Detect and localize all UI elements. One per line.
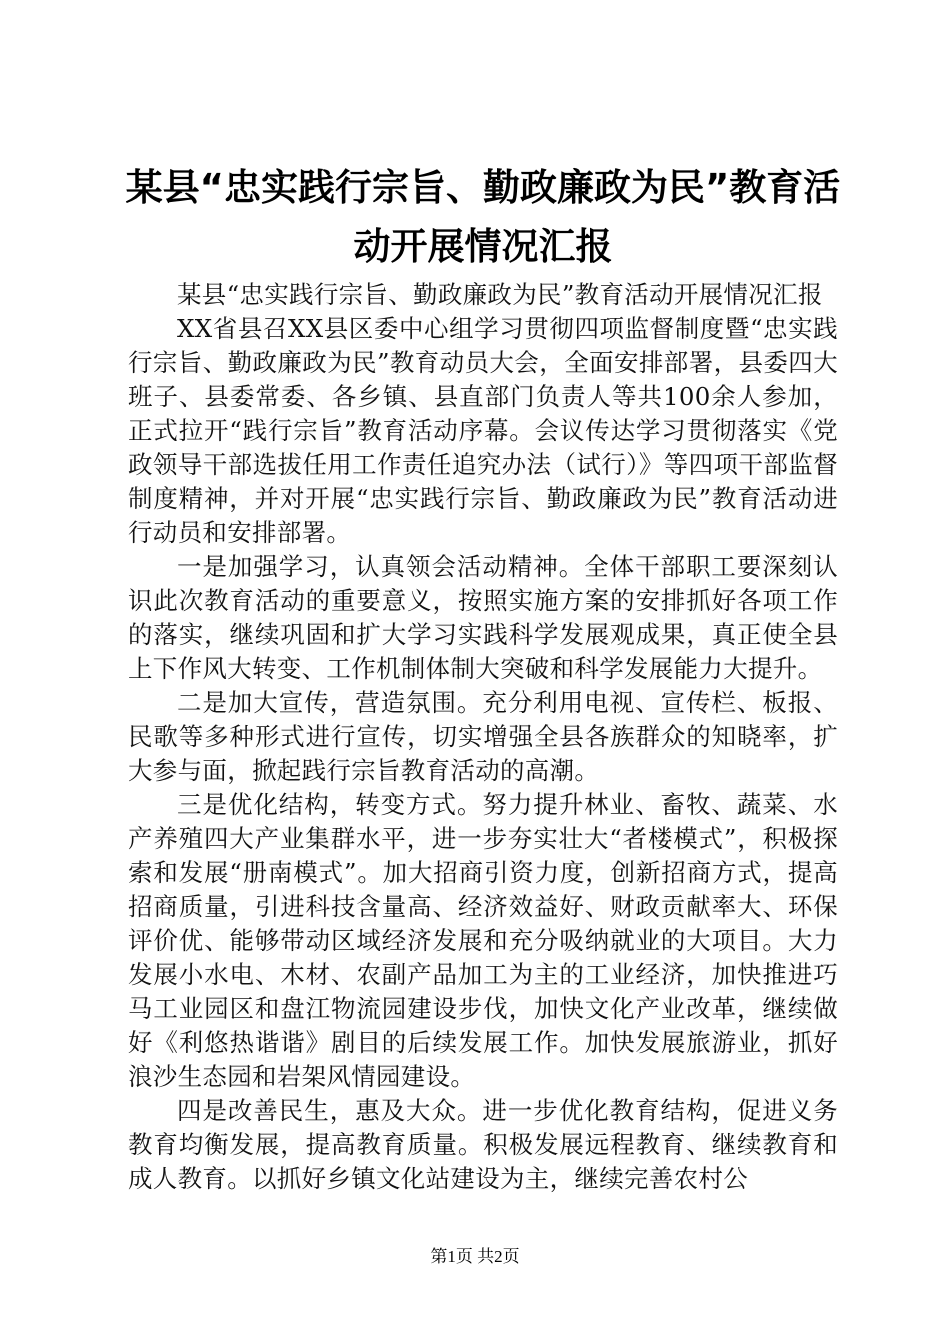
page-number-footer: 第1页 共2页 bbox=[430, 1247, 520, 1266]
document-paragraph: 某县“忠实践行宗旨、勤政廉政为民”教育活动开展情况汇报 bbox=[177, 280, 823, 309]
document-paragraph: 一是加强学习，认真领会活动精神。全体干部职工要深刻认识此次教育活动的重要意义，按照实施方案的安排抓好各项工作的落实，继续巩固和扩大学习实践科学发展观成果，真正使全县上下作风大转变、工作机制体制大突破和科学发展能力大提升。 bbox=[128, 552, 838, 683]
document-paragraph: XX省县召XX县区委中心组学习贯彻四项监督制度暨“忠实践行宗旨、勤政廉政为民”教育动员大会，全面安排部署，县委四大班子、县委常委、各乡镇、县直部门负责人等共100余人参加，正式拉开“践行宗旨”教育活动序幕。会议传达学习贯彻落实《党政领导干部选拔任用工作责任追究办法（试行）》等四项干部监督制度精神，并对开展“忠实践行宗旨、勤政廉政为民”教育活动进行动员和安排部署。 bbox=[128, 314, 838, 547]
document-body bbox=[125, 158, 841, 1196]
document-paragraph: 四是改善民生，惠及大众。进一步优化教育结构，促进义务教育均衡发展，提高教育质量。积极发展远程教育、继续教育和成人教育。以抓好乡镇文化站建设为主，继续完善农村公 bbox=[128, 1096, 838, 1193]
document-paragraph: 三是优化结构，转变方式。努力提升林业、畜牧、蔬菜、水产养殖四大产业集群水平，进一步夯实壮大“者楼模式”，积极探索和发展“册南模式”。加大招商引资力度，创新招商方式，提高招商质量，引进科技含量高、经济效益好、财政贡献率大、环保评价优、能够带动区域经济发展和充分吸纳就业的大项目。大力发展小水电、木材、农副产品加工为主的工业经济，加快推进巧马工业园区和盘江物流园建设步伐，加快文化产业改革，继续做好《利悠热谐谐》剧目的后续发展工作。加快发展旅游业，抓好浪沙生态园和岩架风情园建设。 bbox=[128, 790, 838, 1091]
document-paragraph: 二是加大宣传，营造氛围。充分利用电视、宣传栏、板报、民歌等多种形式进行宣传，切实增强全县各族群众的知晓率，扩大参与面，掀起践行宗旨教育活动的高潮。 bbox=[128, 688, 838, 785]
document-title: 某县“忠实践行宗旨、勤政廉政为民”教育活动开展情况汇报 bbox=[125, 166, 841, 268]
